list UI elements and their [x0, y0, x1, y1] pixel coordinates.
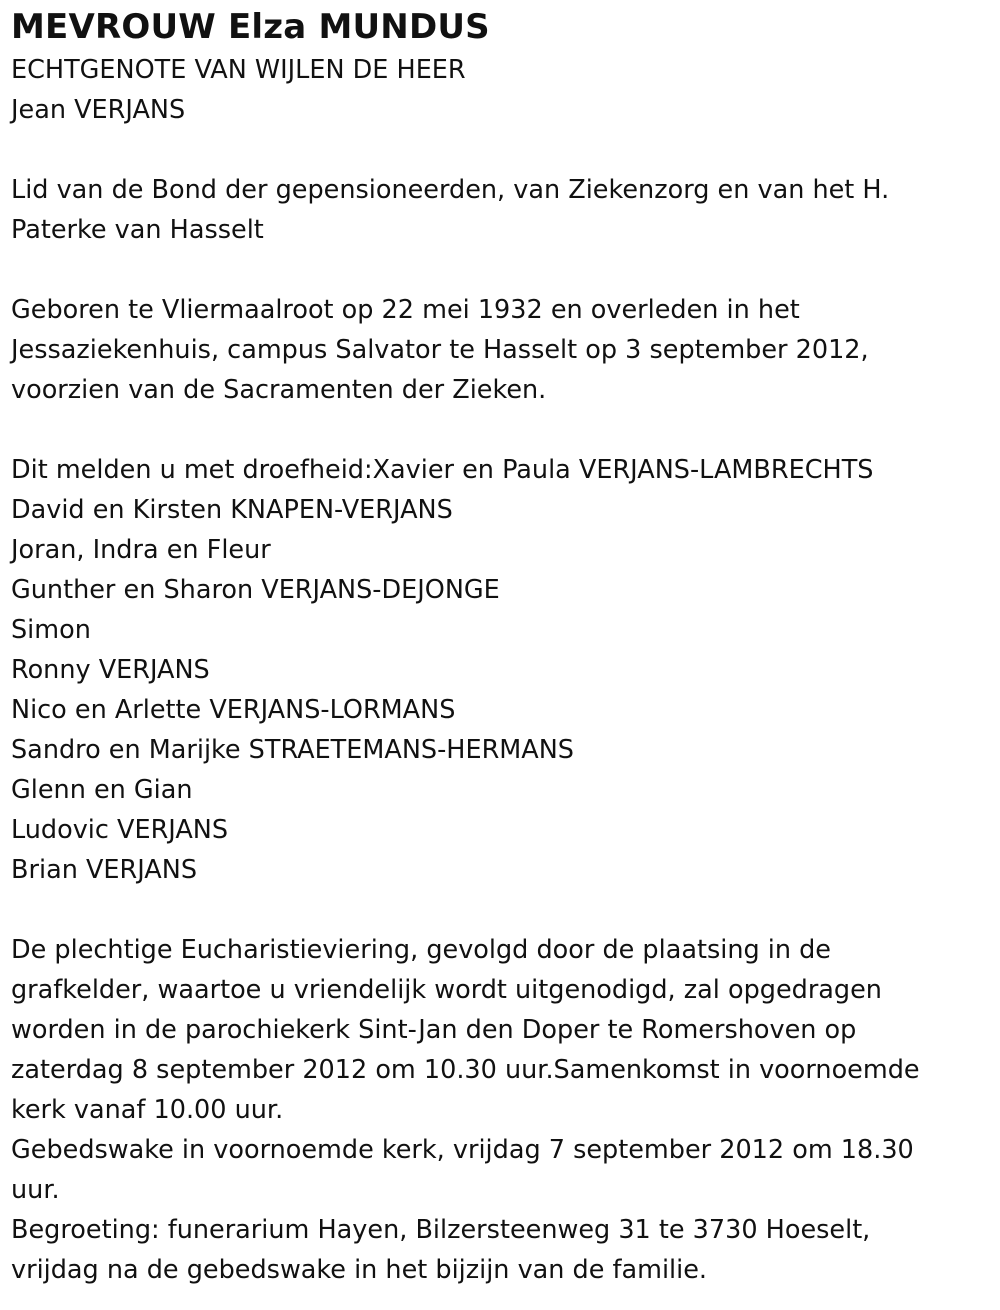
list-item: Joran, Indra en Fleur — [11, 535, 271, 565]
list-item: Dit melden u met droefheid:Xavier en Paula VERJANS-LAMBRECHTS — [11, 455, 874, 485]
death-notice — [11, 4, 986, 1290]
list-item: Glenn en Gian — [11, 775, 193, 805]
text-line: worden in de parochiekerk Sint-Jan den Doper te Romershoven op — [11, 1015, 857, 1045]
deceased-name: MEVROUW Elza MUNDUS — [11, 7, 490, 47]
paragraph-spacer — [11, 130, 986, 170]
paragraph-spacer — [11, 410, 986, 450]
text-line: Geboren te Vliermaalroot op 22 mei 1932 en overleden in het — [11, 295, 800, 325]
list-item: Sandro en Marijke STRAETEMANS-HERMANS — [11, 735, 574, 765]
spouse-name: Jean VERJANS — [11, 95, 186, 125]
text-line: kerk vanaf 10.00 uur. — [11, 1095, 284, 1125]
text-line: Paterke van Hasselt — [11, 215, 264, 245]
list-item: Nico en Arlette VERJANS-LORMANS — [11, 695, 456, 725]
spouse-heading: ECHTGENOTE VAN WIJLEN DE HEER — [11, 55, 466, 85]
text-line: grafkelder, waartoe u vriendelijk wordt uitgenodigd, zal opgedragen — [11, 975, 882, 1005]
text-line: zaterdag 8 september 2012 om 10.30 uur.Samenkomst in voornoemde — [11, 1055, 920, 1085]
list-item: David en Kirsten KNAPEN-VERJANS — [11, 495, 453, 525]
list-item: Ludovic VERJANS — [11, 815, 229, 845]
text-line: vrijdag na de gebedswake in het bijzijn van de familie. — [11, 1255, 708, 1285]
text-line: De plechtige Eucharistieviering, gevolgd door de plaatsing in de — [11, 935, 831, 965]
list-item: Gunther en Sharon VERJANS-DEJONGE — [11, 575, 500, 605]
text-line: Lid van de Bond der gepensioneerden, van Ziekenzorg en van het H. — [11, 175, 890, 205]
membership-paragraph — [11, 170, 986, 250]
text-line: uur. — [11, 1175, 60, 1205]
list-item: Ronny VERJANS — [11, 655, 210, 685]
list-item: Simon — [11, 615, 91, 645]
paragraph-spacer — [11, 250, 986, 290]
ceremony-paragraph — [11, 930, 986, 1290]
text-line: Jessaziekenhuis, campus Salvator te Hasselt op 3 september 2012, — [11, 335, 869, 365]
text-line: voorzien van de Sacramenten der Zieken. — [11, 375, 547, 405]
paragraph-spacer — [11, 890, 986, 930]
text-line: Begroeting: funerarium Hayen, Bilzersteenweg 31 te 3730 Hoeselt, — [11, 1215, 871, 1245]
text-line: Gebedswake in voornoemde kerk, vrijdag 7 september 2012 om 18.30 — [11, 1135, 914, 1165]
mourners-list — [11, 450, 986, 890]
birth-death-paragraph — [11, 290, 986, 410]
list-item: Brian VERJANS — [11, 855, 198, 885]
